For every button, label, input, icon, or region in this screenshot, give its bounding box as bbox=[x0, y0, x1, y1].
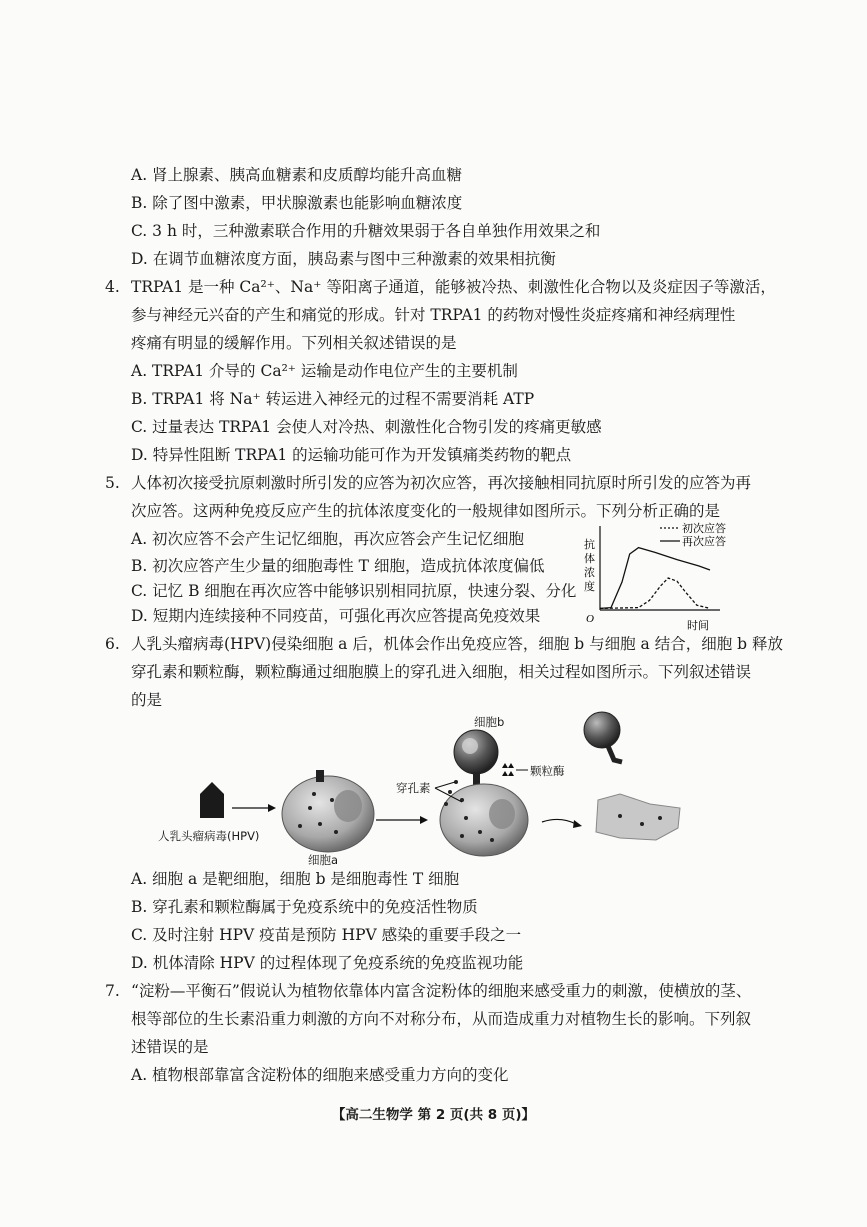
y-axis-label-char: 度 bbox=[584, 580, 595, 593]
q6-option-a: A. 细胞 a 是靶细胞，细胞 b 是细胞毒性 T 细胞 bbox=[131, 870, 460, 888]
q5-number: 5. bbox=[105, 474, 120, 492]
q6-option-b: B. 穿孔素和颗粒酶属于免疫系统中的免疫活性物质 bbox=[131, 898, 478, 916]
q6-stem-line3: 的是 bbox=[131, 691, 163, 709]
q4-stem-line3: 疼痛有明显的缓解作用。下列相关叙述错误的是 bbox=[131, 334, 457, 352]
y-axis-label-char: 抗 bbox=[584, 538, 595, 551]
q4-option-d: D. 特异性阻断 TRPA1 的运输功能可作为开发镇痛类药物的靶点 bbox=[131, 446, 572, 464]
chart-legend bbox=[660, 521, 726, 548]
perforin-pointer-1 bbox=[435, 782, 455, 788]
series-line-1 bbox=[600, 548, 710, 609]
granzyme-icon bbox=[502, 763, 514, 776]
legend-label-0: 初次应答 bbox=[682, 522, 726, 535]
arrow-1-head bbox=[268, 804, 276, 812]
perforin-label: 穿孔素 bbox=[396, 781, 431, 795]
cell-a-attacked-icon bbox=[440, 780, 528, 856]
q5-stem-line2: 次应答。这两种免疫反应产生的抗体浓度变化的一般规律如图所示。下列分析正确的是 bbox=[131, 502, 721, 520]
q7-option-a: A. 植物根部靠富含淀粉体的细胞来感受重力方向的变化 bbox=[131, 1066, 509, 1084]
q5-option-c: C. 记忆 B 细胞在再次应答中能够识别相同抗原，快速分裂、分化 bbox=[131, 582, 577, 600]
q6-option-d: D. 机体清除 HPV 的过程体现了免疫系统的免疫监视功能 bbox=[131, 954, 524, 972]
q7-stem-line2: 根等部位的生长素沿重力刺激的方向不对称分布，从而造成重力对植物生长的影响。下列叙 bbox=[131, 1010, 752, 1028]
q3-option-d: D. 在调节血糖浓度方面，胰岛素与图中三种激素的效果相抗衡 bbox=[131, 250, 556, 268]
q3-option-c: C. 3 h 时，三种激素联合作用的升糖效果弱于各自单独作用效果之和 bbox=[131, 222, 601, 240]
q4-option-c: C. 过量表达 TRPA1 会使人对冷热、刺激性化合物引发的疼痛更敏感 bbox=[131, 418, 602, 436]
page-footer: 【高二生物学 第 2 页(共 8 页)】 bbox=[331, 1107, 536, 1123]
q4-stem-line1: TRPA1 是一种 Ca²⁺、Na⁺ 等阳离子通道，能够被冷热、刺激性化合物以及炎症因子等激活， bbox=[131, 278, 776, 296]
q4-option-a: A. TRPA1 介导的 Ca²⁺ 运输是动作电位产生的主要机制 bbox=[131, 362, 518, 380]
cell-a-label: 细胞a bbox=[308, 853, 339, 867]
origin-label: O bbox=[586, 613, 594, 625]
granzyme-label: 颗粒酶 bbox=[530, 764, 565, 778]
q6-stem-line1: 人乳头瘤病毒(HPV)侵染细胞 a 后，机体会作出免疫应答，细胞 b 与细胞 a 结合，细胞 b 释放 bbox=[131, 635, 783, 653]
q7-stem-line3: 述错误的是 bbox=[131, 1038, 209, 1056]
virus-label: 人乳头瘤病毒(HPV) bbox=[158, 829, 260, 843]
q4-number: 4. bbox=[105, 278, 120, 296]
q5-stem-line1: 人体初次接受抗原刺激时所引发的应答为初次应答，再次接触相同抗原时所引发的应答为再 bbox=[131, 474, 752, 492]
q3-option-b: B. 除了图中激素，甲状腺激素也能影响血糖浓度 bbox=[131, 194, 463, 212]
q5-option-a: A. 初次应答不会产生记忆细胞，再次应答会产生记忆细胞 bbox=[131, 530, 525, 548]
q7-stem-line1: “淀粉—平衡石”假说认为植物依靠体内富含淀粉体的细胞来感受重力的刺激，使横放的茎、 bbox=[131, 982, 752, 1000]
cell-a-icon bbox=[282, 770, 374, 852]
q6-stem-line2: 穿孔素和颗粒酶，颗粒酶通过细胞膜上的穿孔进入细胞，相关过程如图所示。下列叙述错误 bbox=[131, 663, 752, 681]
x-axis-label: 时间 bbox=[687, 619, 709, 632]
q6-number: 6. bbox=[105, 635, 120, 653]
y-axis-label-char: 浓 bbox=[584, 566, 595, 579]
q6-option-c: C. 及时注射 HPV 疫苗是预防 HPV 感染的重要手段之一 bbox=[131, 926, 522, 944]
arrow-3 bbox=[542, 819, 576, 824]
q3-option-a: A. 肾上腺素、胰高血糖素和皮质醇均能升高血糖 bbox=[131, 166, 463, 184]
arrow-3-head bbox=[573, 820, 582, 828]
lysed-cell-icon bbox=[584, 712, 680, 840]
cell-b-label: 细胞b bbox=[474, 715, 505, 729]
q4-stem-line2: 参与神经元兴奋的产生和痛觉的形成。针对 TRPA1 的药物对慢性炎症疼痛和神经病理性 bbox=[131, 306, 736, 324]
y-axis-label-char: 体 bbox=[584, 552, 595, 565]
q7-number: 7. bbox=[105, 982, 120, 1000]
q5-option-b: B. 初次应答产生少量的细胞毒性 T 细胞，造成抗体浓度偏低 bbox=[131, 557, 545, 575]
q4-option-b: B. TRPA1 将 Na⁺ 转运进入神经元的过程不需要消耗 ATP bbox=[131, 390, 535, 408]
q5-option-d: D. 短期内连续接种不同疫苗，可强化再次应答提高免疫效果 bbox=[131, 607, 541, 625]
antibody-chart bbox=[560, 518, 740, 636]
hpv-virus-icon bbox=[200, 782, 224, 818]
y-axis-label bbox=[584, 537, 595, 593]
legend-label-1: 再次应答 bbox=[682, 535, 726, 548]
arrow-2-head bbox=[420, 816, 428, 824]
